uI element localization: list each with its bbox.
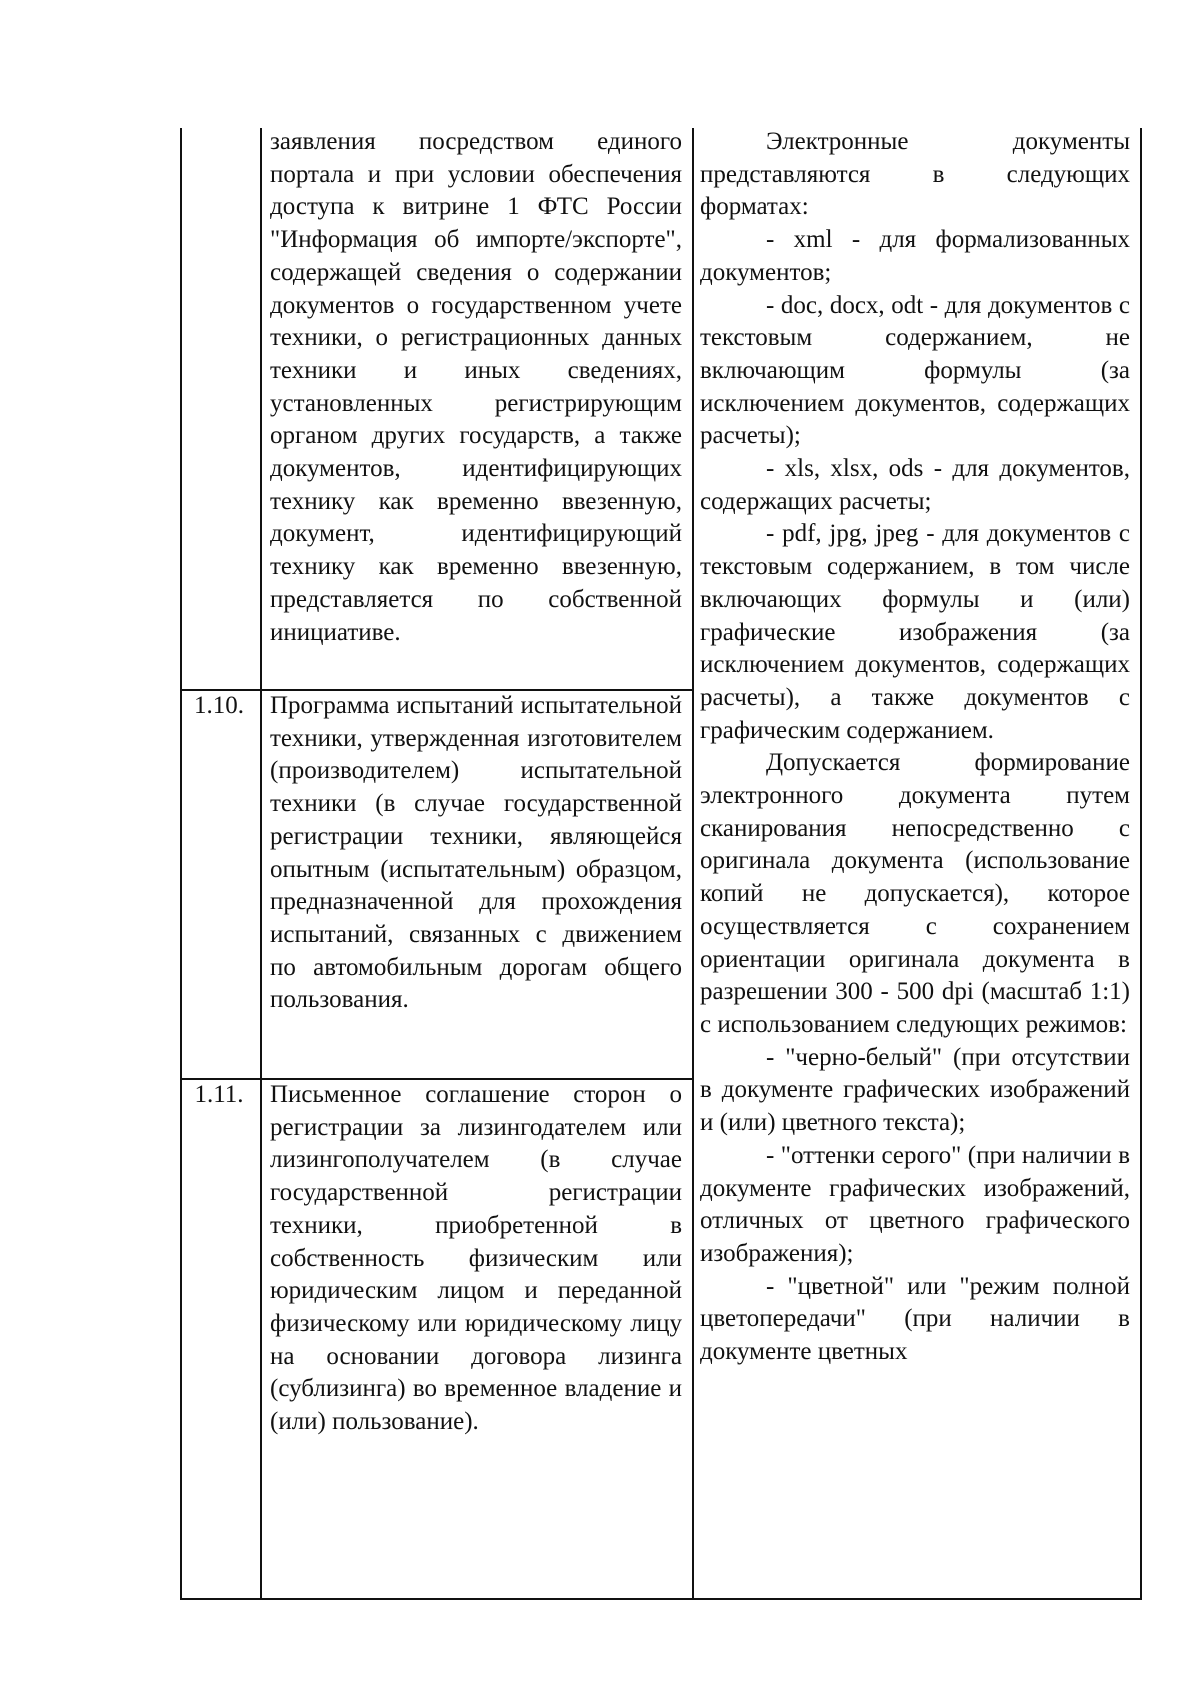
paragraph: - "оттенки серого" (при наличии в документе графических изображений, отличных от цветного графического изображения); <box>700 1141 1130 1267</box>
paragraph: - "черно-белый" (при отсутствии в документе графических изображений и (или) цветного текста); <box>700 1043 1130 1137</box>
paragraph: Допускается формирование электронного документа путем сканирования непосредственно с оригинала документа (использование копий не допускается), которое осуществляется с сохранением ориентации оригинала документа в разрешении 300 - 500 dpi (масштаб 1:1) с использованием следующих режимов: <box>700 749 1130 1038</box>
number-column <box>180 128 260 1600</box>
paragraph: - "цветной" или "режим полной цветопередачи" (при наличии в документе цветных <box>700 1272 1130 1366</box>
row-number: 1.11. <box>194 1081 244 1108</box>
paragraph: Электронные документы представляются в следующих форматах: <box>700 128 1130 221</box>
table-cell-document: Программа испытаний испытательной техники, утвержденная изготовителем (производителем) испытательной техники (в случае государственной регистрации техники, являющейся опытным (испытательным) образцом, предназначенной для прохождения испытаний, связанных с движением по автомобильным дорогам общего пользования. <box>270 692 682 1014</box>
formats-description <box>700 126 1130 1369</box>
table-cell-document: Письменное соглашение сторон о регистрации за лизингодателем или лизингополучателем (в случае государственной регистрации техники, приобретенной в собственность физическим или юридическим лицом и переданной физическому или юридическому лицу на основании договора лизинга (сублизинга) во временное владение и (или) пользование). <box>270 1081 682 1436</box>
table-bottom-border <box>180 1598 1140 1600</box>
table-cell-document: заявления посредством единого портала и при условии обеспечения доступа к витрине 1 ФТС России "Информация об импорте/экспорте", содержащей сведения о содержании документов о государственном учете техники, о регистрационных данных техники и иных сведениях, установленных регистрирующим органом других государств, а также документов, идентифицирующих технику как временно ввезенную, документ, идентифицирующий технику как временно ввезенную, представляется по собственной инициативе. <box>270 128 682 646</box>
requirements-table <box>180 128 1140 1600</box>
row-number: 1.10. <box>194 692 244 719</box>
paragraph: - xls, xlsx, ods - для документов, содержащих расчеты; <box>700 455 1130 515</box>
paragraph: - doc, docx, odt - для документов с текстовым содержанием, не включающим формулы (за исключением документов, содержащих расчеты); <box>700 291 1130 450</box>
paragraph: - pdf, jpg, jpeg - для документов с текстовым содержанием, в том числе включающих формулы и (или) графические изображения (за исключением документов, содержащих расчеты), а также документов с графическим содержанием. <box>700 520 1130 744</box>
paragraph: - xml - для формализованных документов; <box>700 226 1130 286</box>
